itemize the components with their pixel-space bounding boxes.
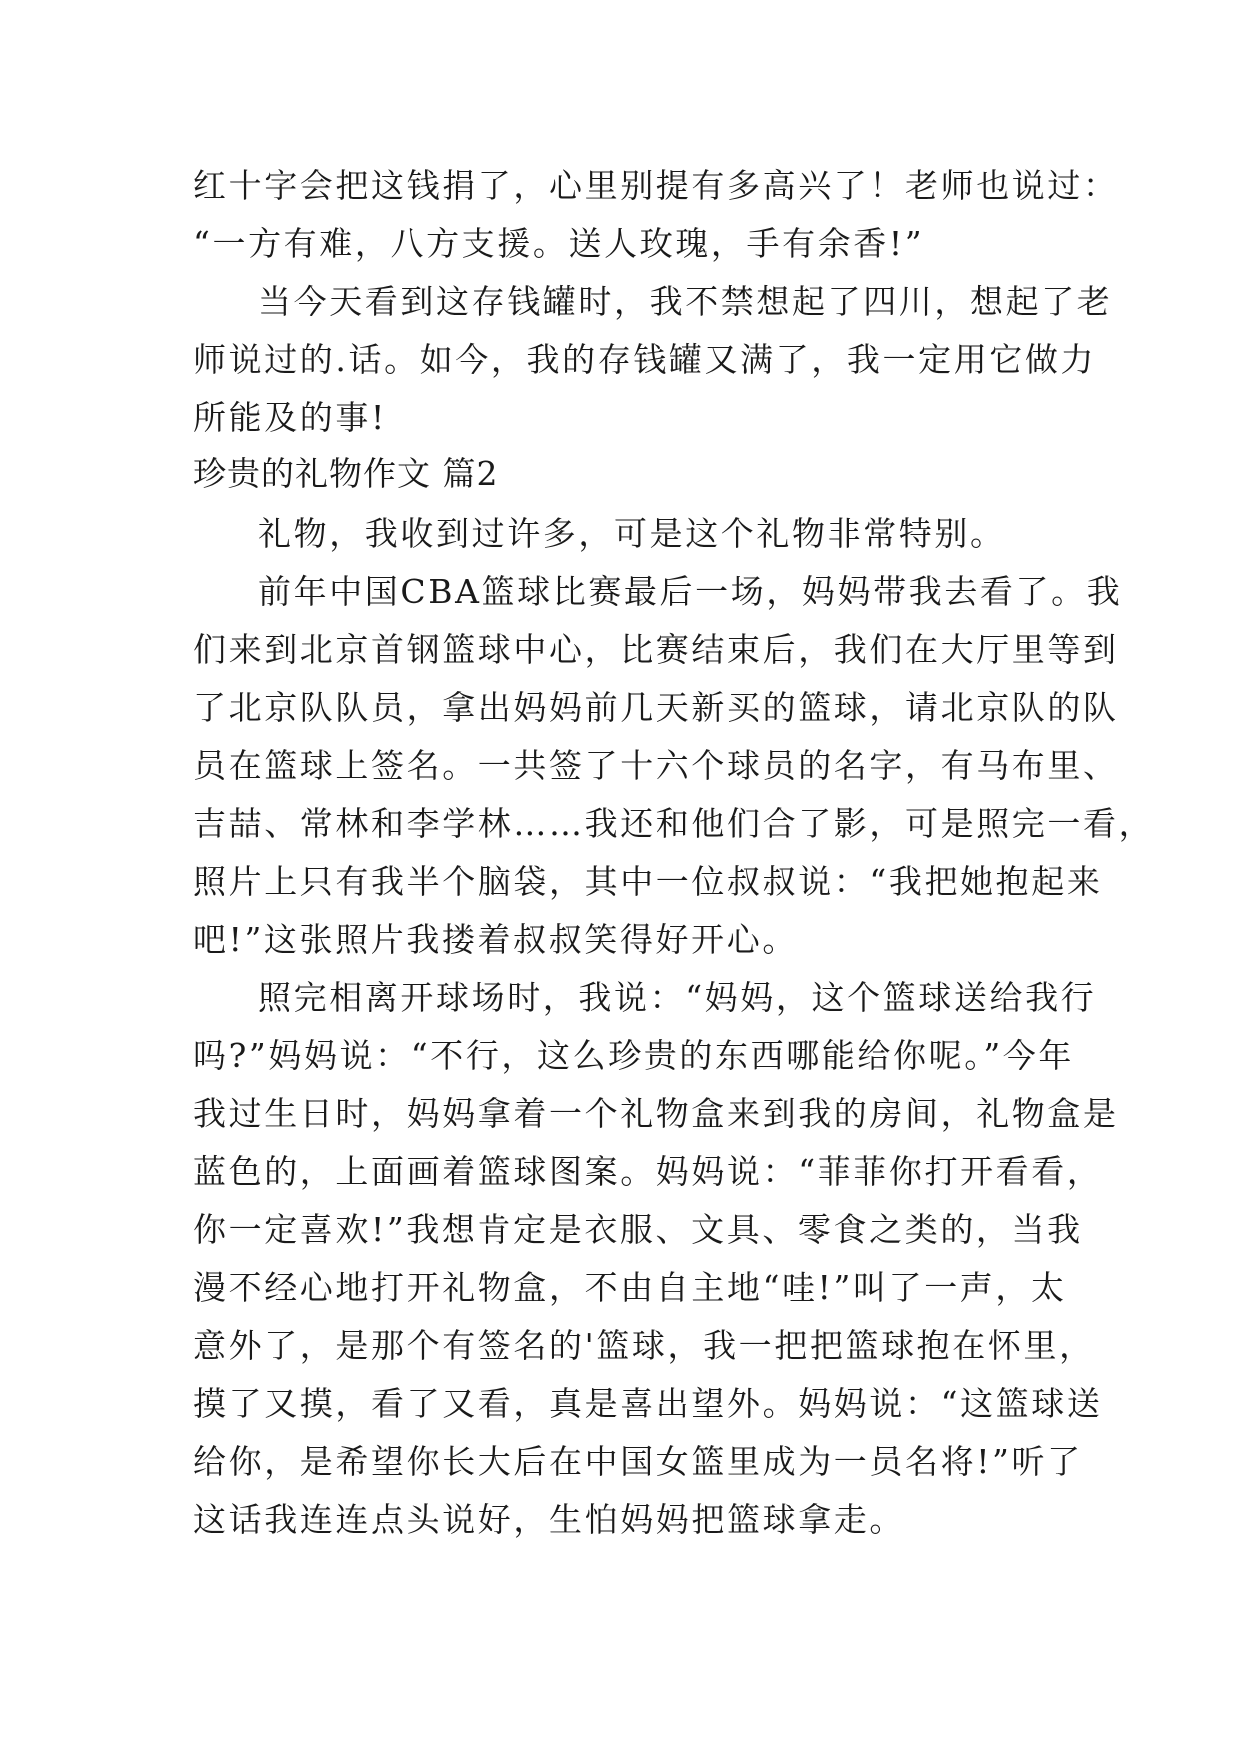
paragraph-line: 照片上只有我半个脑袋，其中一位叔叔说：“我把她抱起来 <box>193 862 1103 901</box>
paragraph-line: 给你，是希望你长大后在中国女篮里成为一员名将!”听了 <box>193 1442 1083 1481</box>
paragraph-line: 这话我连连点头说好，生怕妈妈把篮球拿走。 <box>193 1500 905 1539</box>
paragraph-line: 照完相离开球场时，我说：“妈妈，这个篮球送给我行 <box>258 978 1097 1017</box>
paragraph-line: 当今天看到这存钱罐时，我不禁想起了四川，想起了老 <box>258 282 1113 321</box>
paragraph-line: 们来到北京首钢篮球中心，比赛结束后，我们在大厅里等到 <box>193 630 1119 669</box>
paragraph-line: 员在篮球上签名。一共签了十六个球员的名字，有马布里、 <box>193 746 1119 785</box>
paragraph-line: 吗?”妈妈说：“不行，这么珍贵的东西哪能给你呢。”今年 <box>193 1036 1075 1075</box>
paragraph-line: 礼物，我收到过许多，可是这个礼物非常特别。 <box>258 514 1006 553</box>
paragraph-line: 了北京队队员，拿出妈妈前几天新买的篮球，请北京队的队 <box>193 688 1119 727</box>
paragraph-line: 蓝色的，上面画着篮球图案。妈妈说：“菲菲你打开看看， <box>193 1152 1103 1191</box>
paragraph-line: 我过生日时，妈妈拿着一个礼物盒来到我的房间，礼物盒是 <box>193 1094 1119 1133</box>
paragraph-line: 吉喆、常林和李学林……我还和他们合了影，可是照完一看， <box>193 804 1155 843</box>
paragraph-line: 所能及的事! <box>193 398 387 437</box>
paragraph-line: 漫不经心地打开礼物盒，不由自主地“哇!”叫了一声，太 <box>193 1268 1067 1307</box>
paragraph-line: 意外了，是那个有签名的'篮球，我一把把篮球抱在怀里， <box>193 1326 1095 1365</box>
paragraph-line: 红十字会把这钱捐了，心里别提有多高兴了！老师也说过： <box>193 166 1119 205</box>
paragraph-line: 摸了又摸，看了又看，真是喜出望外。妈妈说：“这篮球送 <box>193 1384 1103 1423</box>
section-heading: 珍贵的礼物作文 篇2 <box>193 454 499 493</box>
paragraph-line: 你一定喜欢!”我想肯定是衣服、文具、零食之类的，当我 <box>193 1210 1083 1249</box>
paragraph-line: 吧!”这张照片我搂着叔叔笑得好开心。 <box>193 920 798 959</box>
paragraph-line: 前年中国CBA篮球比赛最后一场，妈妈带我去看了。我 <box>258 572 1123 611</box>
paragraph-line: 师说过的.话。如今，我的存钱罐又满了，我一定用它做力 <box>193 340 1097 379</box>
paragraph-line: “一方有难，八方支援。送人玫瑰，手有余香!” <box>193 224 925 263</box>
